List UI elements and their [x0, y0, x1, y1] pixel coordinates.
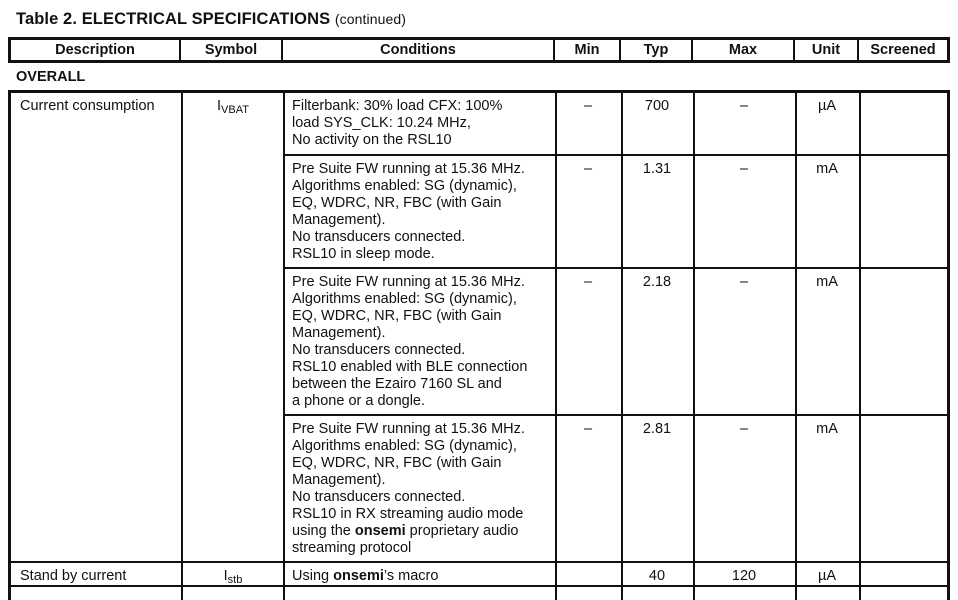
max-row-3: –: [739, 274, 749, 290]
max-row-2: –: [739, 161, 749, 177]
min-row-1: –: [583, 98, 593, 114]
min-row-4: –: [583, 421, 593, 437]
min-row-2: –: [583, 161, 593, 177]
section-overall: OVERALL: [16, 69, 86, 85]
typ-row-4: 2.81: [642, 421, 672, 437]
min-row-3: –: [583, 274, 593, 290]
max-row-4: –: [739, 421, 749, 437]
header-description: Description: [11, 40, 181, 60]
table-title: [16, 10, 406, 29]
typ-row-1: 700: [644, 98, 670, 114]
row-divider: [11, 585, 947, 587]
header-symbol: Symbol: [181, 40, 283, 60]
table-body: [8, 90, 950, 600]
unit-row-3: mA: [816, 274, 838, 290]
typ-row-3: 2.18: [642, 274, 672, 290]
typ-standby: 40: [648, 568, 666, 584]
header-typ: Typ: [621, 40, 693, 60]
typ-row-2: 1.31: [642, 161, 672, 177]
unit-row-4: mA: [816, 421, 838, 437]
table-header: [8, 37, 950, 63]
max-row-1: –: [739, 98, 749, 114]
conditions-row-3: Pre Suite FW running at 15.36 MHz. Algorithms enabled: SG (dynamic), EQ, WDRC, NR, FBC (with Gain Management). No transducers connected. RSL10 enabled with BLE connection between the Ezairo 7160 SL and a phone or a dongle.: [292, 274, 528, 409]
conditions-row-2: Pre Suite FW running at 15.36 MHz. Algorithms enabled: SG (dynamic), EQ, WDRC, NR, FBC (with Gain Management). No transducers connected. RSL10 in sleep mode.: [292, 161, 525, 262]
description-standby-current: Stand by current: [20, 568, 127, 584]
unit-row-1: µA: [817, 98, 837, 114]
header-max: Max: [693, 40, 795, 60]
conditions-row-1: Filterbank: 30% load CFX: 100% load SYS_CLK: 10.24 MHz, No activity on the RSL10: [292, 98, 503, 148]
conditions-standby: Using onsemi’s macro: [292, 568, 439, 584]
unit-row-2: mA: [816, 161, 838, 177]
unit-standby: µA: [817, 568, 837, 584]
header-conditions: Conditions: [283, 40, 555, 60]
row-divider: [11, 561, 947, 563]
header-screened: Screened: [870, 42, 936, 58]
symbol-ivbat: $I_{VBAT}$: [217, 98, 249, 116]
table-title-suffix: (continued): [334, 11, 407, 27]
symbol-istb: $I_{stb}$: [223, 568, 243, 586]
header-min: Min: [555, 40, 621, 60]
header-unit: Unit: [795, 40, 859, 60]
max-standby: 120: [731, 568, 757, 584]
conditions-row-4: Pre Suite FW running at 15.36 MHz. Algorithms enabled: SG (dynamic), EQ, WDRC, NR, FBC (with Gain Management). No transducers connected. RSL10 in RX streaming audio mode using the onsemi proprietary audio streaming protocol: [292, 421, 525, 556]
table-title-text: Table 2. ELECTRICAL SPECIFICATIONS: [16, 10, 331, 28]
description-current-consumption: Current consumption: [20, 98, 155, 114]
